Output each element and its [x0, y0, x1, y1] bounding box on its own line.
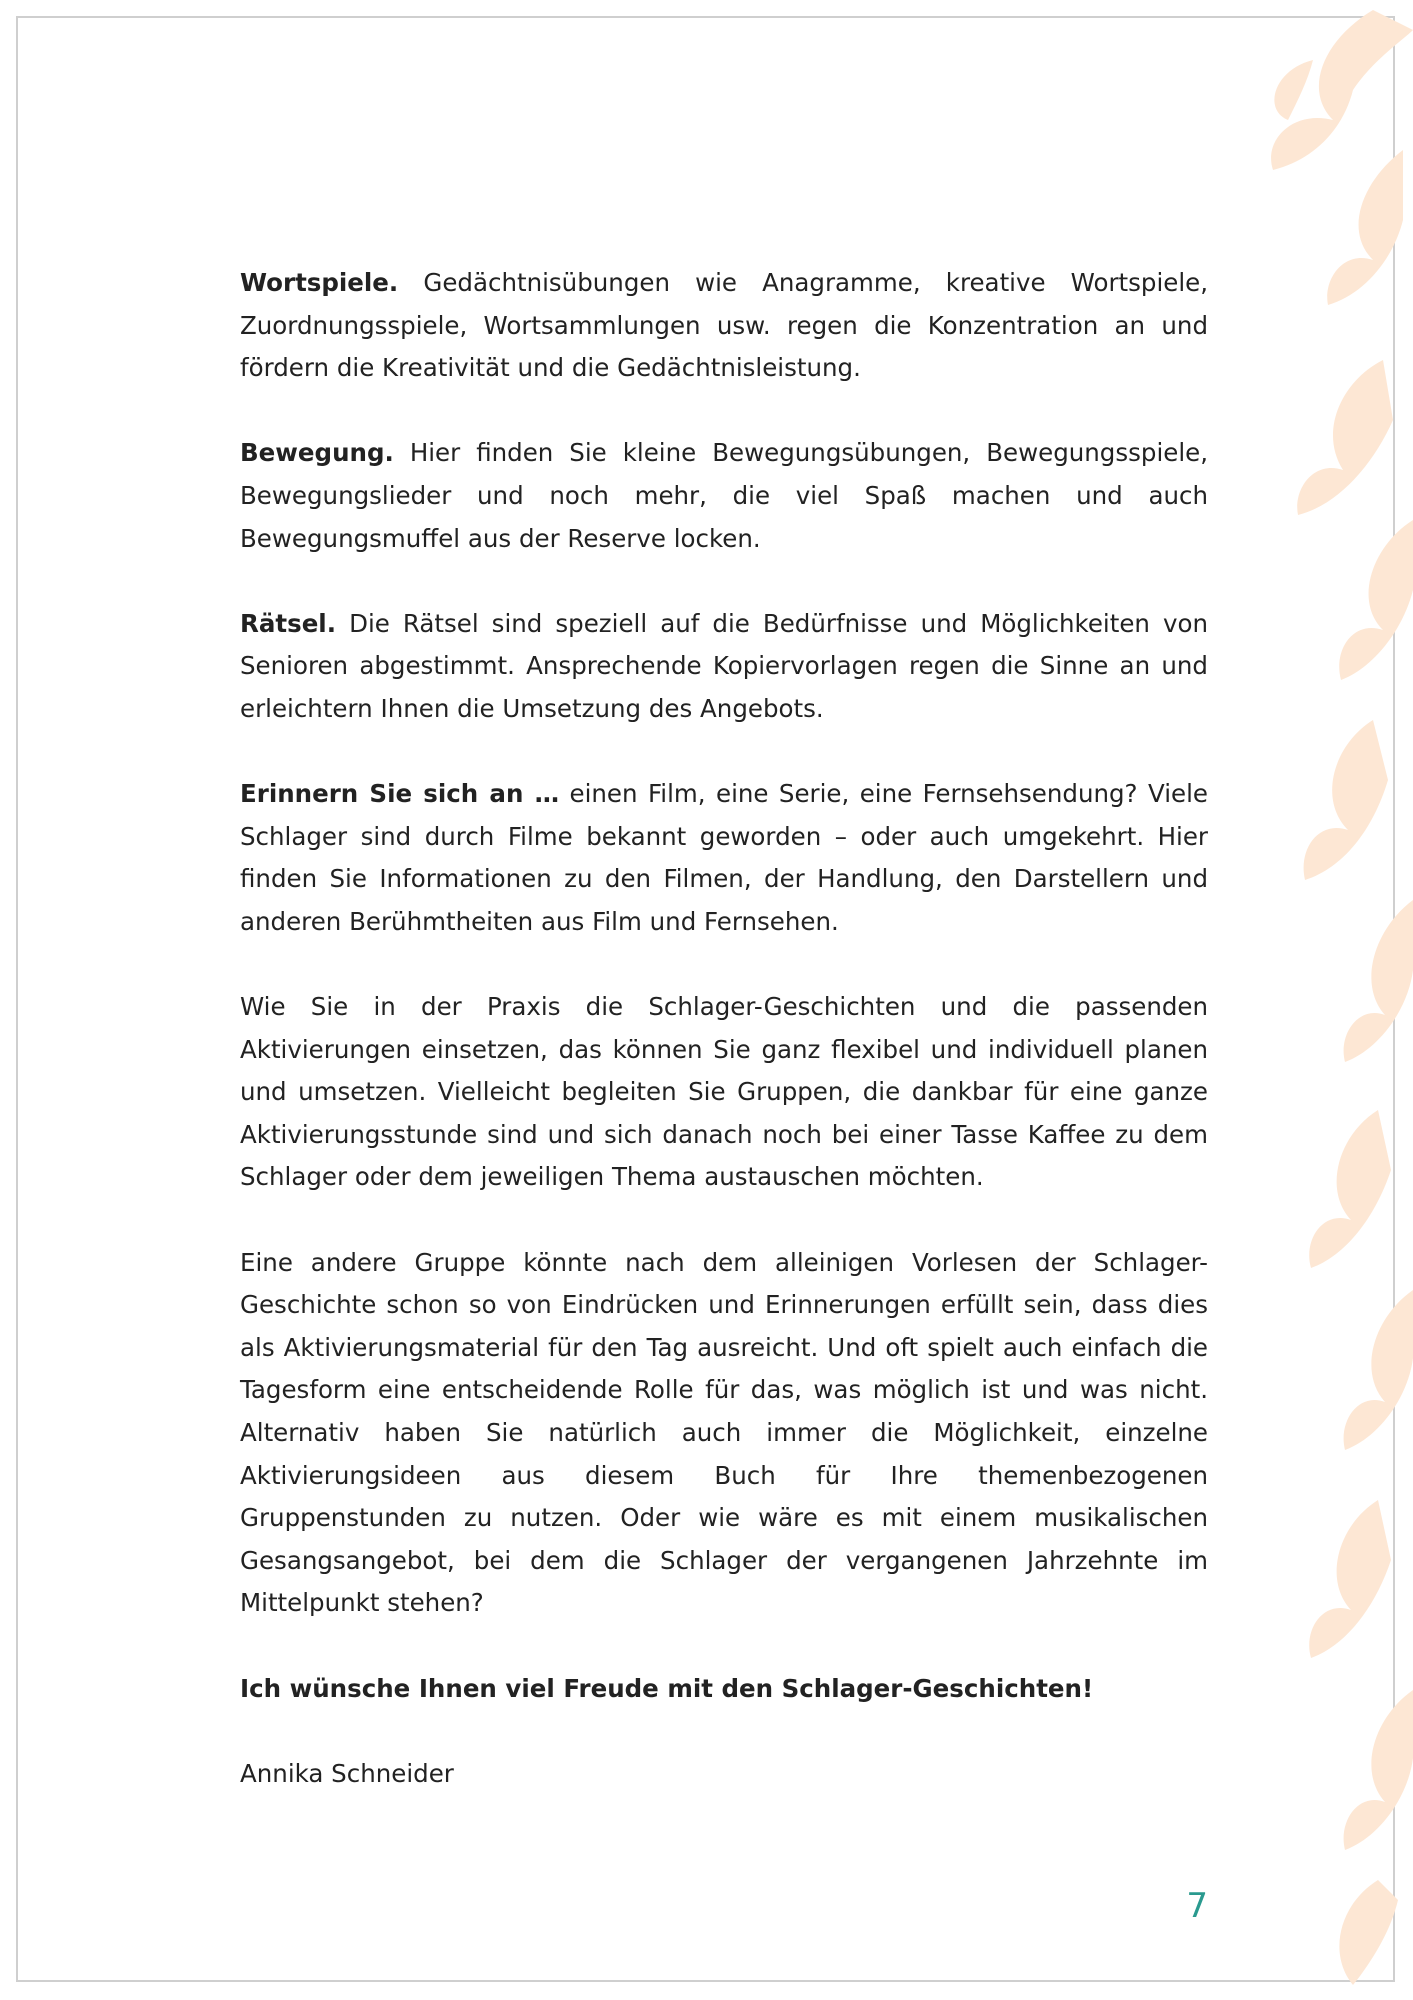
paragraph-bewegung: [240, 432, 1208, 560]
paragraph-raetsel: [240, 603, 1208, 731]
paragraph-erinnern: [240, 773, 1208, 943]
paragraph-lead: Erinnern Sie sich an …: [240, 779, 560, 809]
paragraph-body: einen Film, eine Serie, eine Fernsehsendung? Viele Schlager sind durch Filme bekannt geworden – oder auch umgekehrt. Hier finden Sie Informationen zu den Filmen, der Handlung, den Darstellern und anderen Berühmtheiten aus Film und Fernsehen.: [240, 779, 1208, 936]
paragraph-andere-gruppe: [240, 1242, 1208, 1625]
paragraph-praxis: [240, 986, 1208, 1199]
paragraph-lead: Bewegung.: [240, 438, 394, 468]
paragraph-wortspiele: [240, 262, 1208, 390]
paragraph-body: Hier finden Sie kleine Bewegungsübungen, Bewegungsspiele, Bewegungslieder und noch mehr, die viel Spaß machen und auch Bewegungsmuffel aus der Reserve locken.: [240, 438, 1208, 553]
closing-line: Ich wünsche Ihnen viel Freude mit den Schlager-Geschichten!: [240, 1673, 1094, 1703]
paragraph-lead: Wortspiele.: [240, 268, 399, 297]
paragraph-body: Gedächtnisübungen wie Anagramme, kreative Wortspiele, Zuordnungsspiele, Wortsammlungen usw. regen die Konzentration an und fördern die Kreativität und die Gedächtnisleistung.: [240, 268, 1208, 383]
paragraph-body: Eine andere Gruppe könnte nach dem alleinigen Vorlesen der Schlager-Geschichte schon so von Eindrücken und Erinnerungen erfüllt sein, dass dies als Aktivierungsmaterial für den Tag ausreicht. Und oft spielt auch einfach die Tagesform eine entscheidende Rolle für das, was möglich ist und was nicht. Alternativ haben Sie natürlich auch immer die Möglichkeit, einzelne Aktivierungsideen aus diesem Buch für Ihre themenbezogenen Gruppenstunden zu nutzen. Oder wie wäre es mit einem musikalischen Gesangsangebot, bei dem die Schlager der vergangenen Jahrzehnte im Mittelpunkt stehen?: [240, 1247, 1208, 1618]
page-number: 7: [1186, 1886, 1208, 1926]
paragraph-body: Die Rätsel sind speziell auf die Bedürfnisse und Möglichkeiten von Senioren abgestimmt. Ansprechende Kopiervorlagen regen die Sinne an und erleichtern Ihnen die Umsetzung des Angebots.: [240, 608, 1208, 723]
author-signature: Annika Schneider: [240, 1758, 454, 1788]
paragraph-body: Wie Sie in der Praxis die Schlager-Geschichten und die passenden Aktivierungen einsetzen, das können Sie ganz flexibel und individuell planen und umsetzen. Vielleicht begleiten Sie Gruppen, die dankbar für eine ganze Aktivierungsstunde sind und sich danach noch bei einer Tasse Kaffee zu dem Schlager oder dem jeweiligen Thema austauschen möchten.: [240, 992, 1208, 1192]
paragraph-lead: Rätsel.: [240, 608, 337, 638]
main-text: [240, 262, 1208, 1838]
